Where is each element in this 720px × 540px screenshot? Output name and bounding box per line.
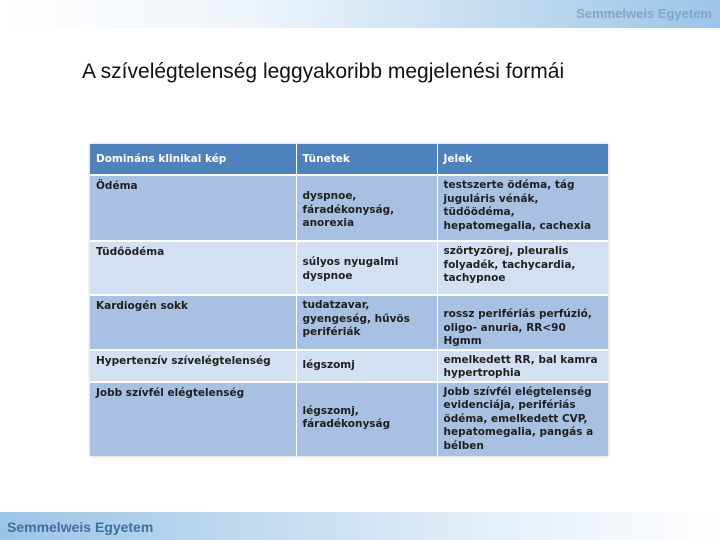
brand-top: Semmelweis Egyetem bbox=[576, 6, 712, 21]
table-row bbox=[90, 295, 608, 350]
table-row bbox=[90, 175, 608, 241]
cell-clinical-picture: Ödéma bbox=[96, 180, 138, 192]
cell-symptoms: légszomj, fáradékonyság bbox=[302, 404, 391, 430]
footer-band bbox=[0, 512, 720, 540]
cell-signs: rossz perifériás perfúzió, oligo- anuria, RR<90 Hgmm bbox=[443, 308, 592, 347]
table-row bbox=[90, 382, 608, 456]
table-row bbox=[90, 241, 608, 295]
cell-symptoms: súlyos nyugalmi dyspnoe bbox=[302, 256, 399, 282]
cell-clinical-picture: Kardiogén sokk bbox=[96, 300, 188, 312]
table-row bbox=[90, 350, 608, 382]
cell-clinical-picture: Tüdőödéma bbox=[96, 246, 165, 258]
cell-symptoms: légszomj bbox=[302, 358, 355, 371]
cell-symptoms: dyspnoe, fáradékonyság, anorexia bbox=[302, 190, 395, 229]
cell-clinical-picture: Jobb szívfél elégtelenség bbox=[96, 386, 245, 399]
cell-symptoms: tudatzavar, gyengeség, hűvös perifériák bbox=[302, 299, 410, 338]
clinical-table bbox=[90, 144, 608, 456]
cell-signs: testszerte ödéma, tág juguláris vénák, tüdőödéma, hepatomegalia, cachexia bbox=[443, 179, 592, 232]
header-band bbox=[0, 0, 720, 28]
table-header-row bbox=[90, 144, 608, 175]
header-dominant-picture: Domináns klinikai kép bbox=[90, 144, 296, 175]
cell-signs: emelkedett RR, bal kamra hypertrophia bbox=[443, 353, 598, 379]
cell-clinical-picture: Hypertenzív szívelégtelenség bbox=[96, 354, 271, 367]
cell-signs: Jobb szívfél elégtelenség evidenciája, perifériás ödéma, emelkedett CVP, hepatomegalia, pangás a bélben bbox=[443, 385, 594, 452]
brand-bottom: Semmelweis Egyetem bbox=[7, 519, 154, 535]
header-symptoms: Tünetek bbox=[296, 144, 437, 175]
slide-title: A szívelégtelenség leggyakoribb megjelenési formái bbox=[82, 60, 565, 83]
cell-signs: szörtyzörej, pleuralis folyadék, tachycardia, tachypnoe bbox=[443, 245, 576, 284]
header-signs: Jelek bbox=[437, 144, 608, 175]
